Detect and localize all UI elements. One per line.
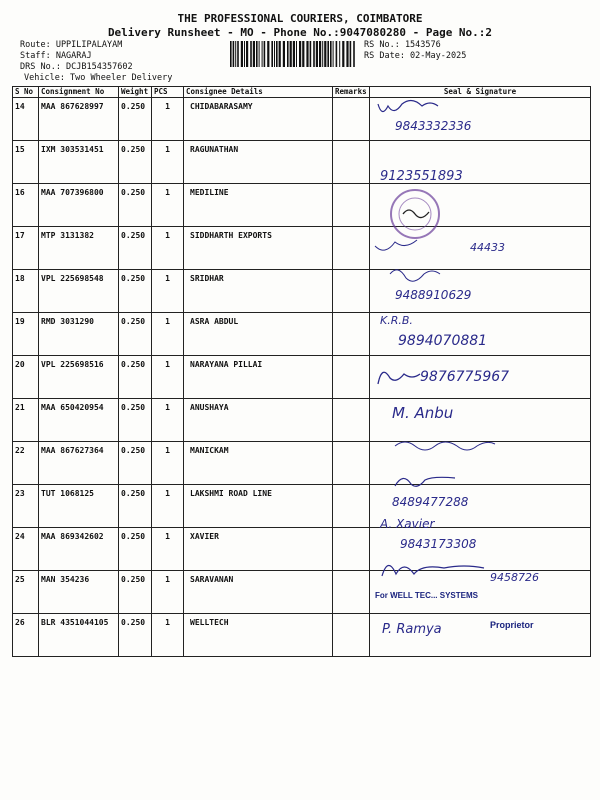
cell-consignee: LAKSHMI ROAD LINE (184, 485, 333, 528)
drs-label: DRS No.: DCJB154357602 (20, 62, 133, 72)
col-sno: S No (13, 87, 39, 98)
cell-sno: 16 (13, 184, 39, 227)
cell-consignee: RAGUNATHAN (184, 141, 333, 184)
cell-weight: 0.250 (119, 141, 152, 184)
table-row (13, 571, 591, 614)
cell-weight: 0.250 (119, 442, 152, 485)
vehicle-label: Vehicle: Two Wheeler Delivery (24, 73, 173, 83)
barcode (230, 41, 358, 67)
cell-consignee: XAVIER (184, 528, 333, 571)
cell-weight: 0.250 (119, 313, 152, 356)
cell-sno: 15 (13, 141, 39, 184)
company-title: THE PROFESSIONAL COURIERS, COIMBATORE (177, 12, 423, 25)
cell-weight: 0.250 (119, 571, 152, 614)
cell-weight: 0.250 (119, 356, 152, 399)
cell-consignment: MTP 3131382 (39, 227, 119, 270)
cell-pcs: 1 (152, 98, 184, 141)
cell-remarks (333, 485, 370, 528)
table-row (13, 227, 591, 270)
cell-sno: 22 (13, 442, 39, 485)
table-row (13, 270, 591, 313)
cell-sno: 18 (13, 270, 39, 313)
cell-sno: 19 (13, 313, 39, 356)
cell-sno: 23 (13, 485, 39, 528)
cell-signature (370, 614, 591, 657)
cell-consignment: MAA 867627364 (39, 442, 119, 485)
cell-remarks (333, 528, 370, 571)
cell-sno: 20 (13, 356, 39, 399)
cell-consignee: SIDDHARTH EXPORTS (184, 227, 333, 270)
cell-consignee: ASRA ABDUL (184, 313, 333, 356)
cell-weight: 0.250 (119, 98, 152, 141)
sig-text-18: 9488910629 (395, 288, 472, 302)
table-row (13, 313, 591, 356)
cell-pcs: 1 (152, 528, 184, 571)
cell-consignment: MAA 869342602 (39, 528, 119, 571)
col-consignee: Consignee Details (184, 87, 333, 98)
cell-sno: 25 (13, 571, 39, 614)
cell-consignee: SARAVANAN (184, 571, 333, 614)
rs-number: RS No.: 1543576 (364, 40, 441, 50)
table-row (13, 141, 591, 184)
cell-weight: 0.250 (119, 485, 152, 528)
cell-consignment: MAA 707396800 (39, 184, 119, 227)
cell-pcs: 1 (152, 442, 184, 485)
sig-text-24a: A. Xavier (380, 517, 435, 531)
stamp-company-name: For WELL TEC... SYSTEMS (375, 591, 478, 600)
route-label: Route: UPPILIPALAYAM (20, 40, 123, 50)
cell-consignee: SRIDHAR (184, 270, 333, 313)
route-info (20, 40, 172, 84)
cell-signature (370, 442, 591, 485)
cell-remarks (333, 356, 370, 399)
cell-remarks (333, 227, 370, 270)
cell-remarks (333, 184, 370, 227)
cell-consignment: MAN 354236 (39, 571, 119, 614)
table-row (13, 442, 591, 485)
cell-remarks (333, 141, 370, 184)
cell-pcs: 1 (152, 184, 184, 227)
table-row (13, 184, 591, 227)
staff-label: Staff: NAGARAJ (20, 51, 92, 61)
cell-remarks (333, 313, 370, 356)
table-row (13, 614, 591, 657)
table-row (13, 98, 591, 141)
cell-signature (370, 98, 591, 141)
cell-signature (370, 184, 591, 227)
col-remarks: Remarks (333, 87, 370, 98)
rs-date: RS Date: 02-May-2025 (364, 51, 467, 61)
cell-sno: 21 (13, 399, 39, 442)
sig-text-20: 9876775967 (420, 369, 510, 385)
cell-weight: 0.250 (119, 270, 152, 313)
cell-remarks (333, 442, 370, 485)
cell-signature (370, 571, 591, 614)
cell-sno: 14 (13, 98, 39, 141)
sig-text-21: M. Anbu (392, 404, 454, 422)
cell-remarks (333, 614, 370, 657)
runsheet-table (12, 86, 591, 657)
table-row (13, 399, 591, 442)
table-row (13, 485, 591, 528)
table-row (13, 528, 591, 571)
sig-text-19a: K.R.B. (380, 314, 413, 327)
sig-text-17: 44433 (470, 241, 505, 254)
cell-sno: 26 (13, 614, 39, 657)
cell-consignment: VPL 225698548 (39, 270, 119, 313)
cell-pcs: 1 (152, 227, 184, 270)
cell-weight: 0.250 (119, 528, 152, 571)
cell-pcs: 1 (152, 614, 184, 657)
cell-pcs: 1 (152, 571, 184, 614)
cell-consignment: BLR 4351044105 (39, 614, 119, 657)
cell-consignee: NARAYANA PILLAI (184, 356, 333, 399)
cell-weight: 0.250 (119, 614, 152, 657)
sig-text-25: 9458726 (490, 571, 539, 584)
col-consignment: Consignment No (39, 87, 119, 98)
cell-signature (370, 141, 591, 184)
cell-consignment: RMD 3031290 (39, 313, 119, 356)
cell-remarks (333, 270, 370, 313)
cell-signature (370, 528, 591, 571)
sig-text-23: 8489477288 (392, 495, 469, 509)
cell-sno: 24 (13, 528, 39, 571)
cell-pcs: 1 (152, 313, 184, 356)
rs-info (364, 40, 466, 62)
cell-consignment: MAA 650420954 (39, 399, 119, 442)
cell-pcs: 1 (152, 270, 184, 313)
col-weight: Weight (119, 87, 152, 98)
cell-signature (370, 313, 591, 356)
sig-text-26: P. Ramya (382, 622, 442, 636)
col-pcs: PCS (152, 87, 184, 98)
cell-pcs: 1 (152, 485, 184, 528)
cell-consignment: TUT 1068125 (39, 485, 119, 528)
cell-consignment: MAA 867628997 (39, 98, 119, 141)
stamp-proprietor: Proprietor (490, 620, 534, 630)
cell-signature (370, 485, 591, 528)
cell-consignee: MANICKAM (184, 442, 333, 485)
table-header-row (13, 87, 591, 98)
runsheet-subtitle: Delivery Runsheet - MO - Phone No.:9047080280 - Page No.:2 (107, 26, 493, 39)
cell-remarks (333, 98, 370, 141)
cell-weight: 0.250 (119, 184, 152, 227)
cell-pcs: 1 (152, 399, 184, 442)
cell-consignee: ANUSHAYA (184, 399, 333, 442)
cell-consignee: MEDILINE (184, 184, 333, 227)
cell-pcs: 1 (152, 356, 184, 399)
sig-text-19b: 9894070881 (398, 333, 488, 349)
cell-signature (370, 399, 591, 442)
col-signature: Seal & Signature (370, 87, 591, 98)
cell-signature (370, 356, 591, 399)
sig-text-15: 9123551893 (380, 169, 463, 184)
cell-weight: 0.250 (119, 227, 152, 270)
cell-consignment: IXM 303531451 (39, 141, 119, 184)
cell-remarks (333, 399, 370, 442)
cell-consignee: CHIDABARASAMY (184, 98, 333, 141)
sig-text-14: 9843332336 (395, 119, 472, 133)
cell-weight: 0.250 (119, 399, 152, 442)
cell-consignment: VPL 225698516 (39, 356, 119, 399)
cell-sno: 17 (13, 227, 39, 270)
sig-text-24b: 9843173308 (400, 537, 477, 551)
cell-pcs: 1 (152, 141, 184, 184)
cell-remarks (333, 571, 370, 614)
cell-consignee: WELLTECH (184, 614, 333, 657)
cell-signature (370, 270, 591, 313)
table-row (13, 356, 591, 399)
cell-signature (370, 227, 591, 270)
